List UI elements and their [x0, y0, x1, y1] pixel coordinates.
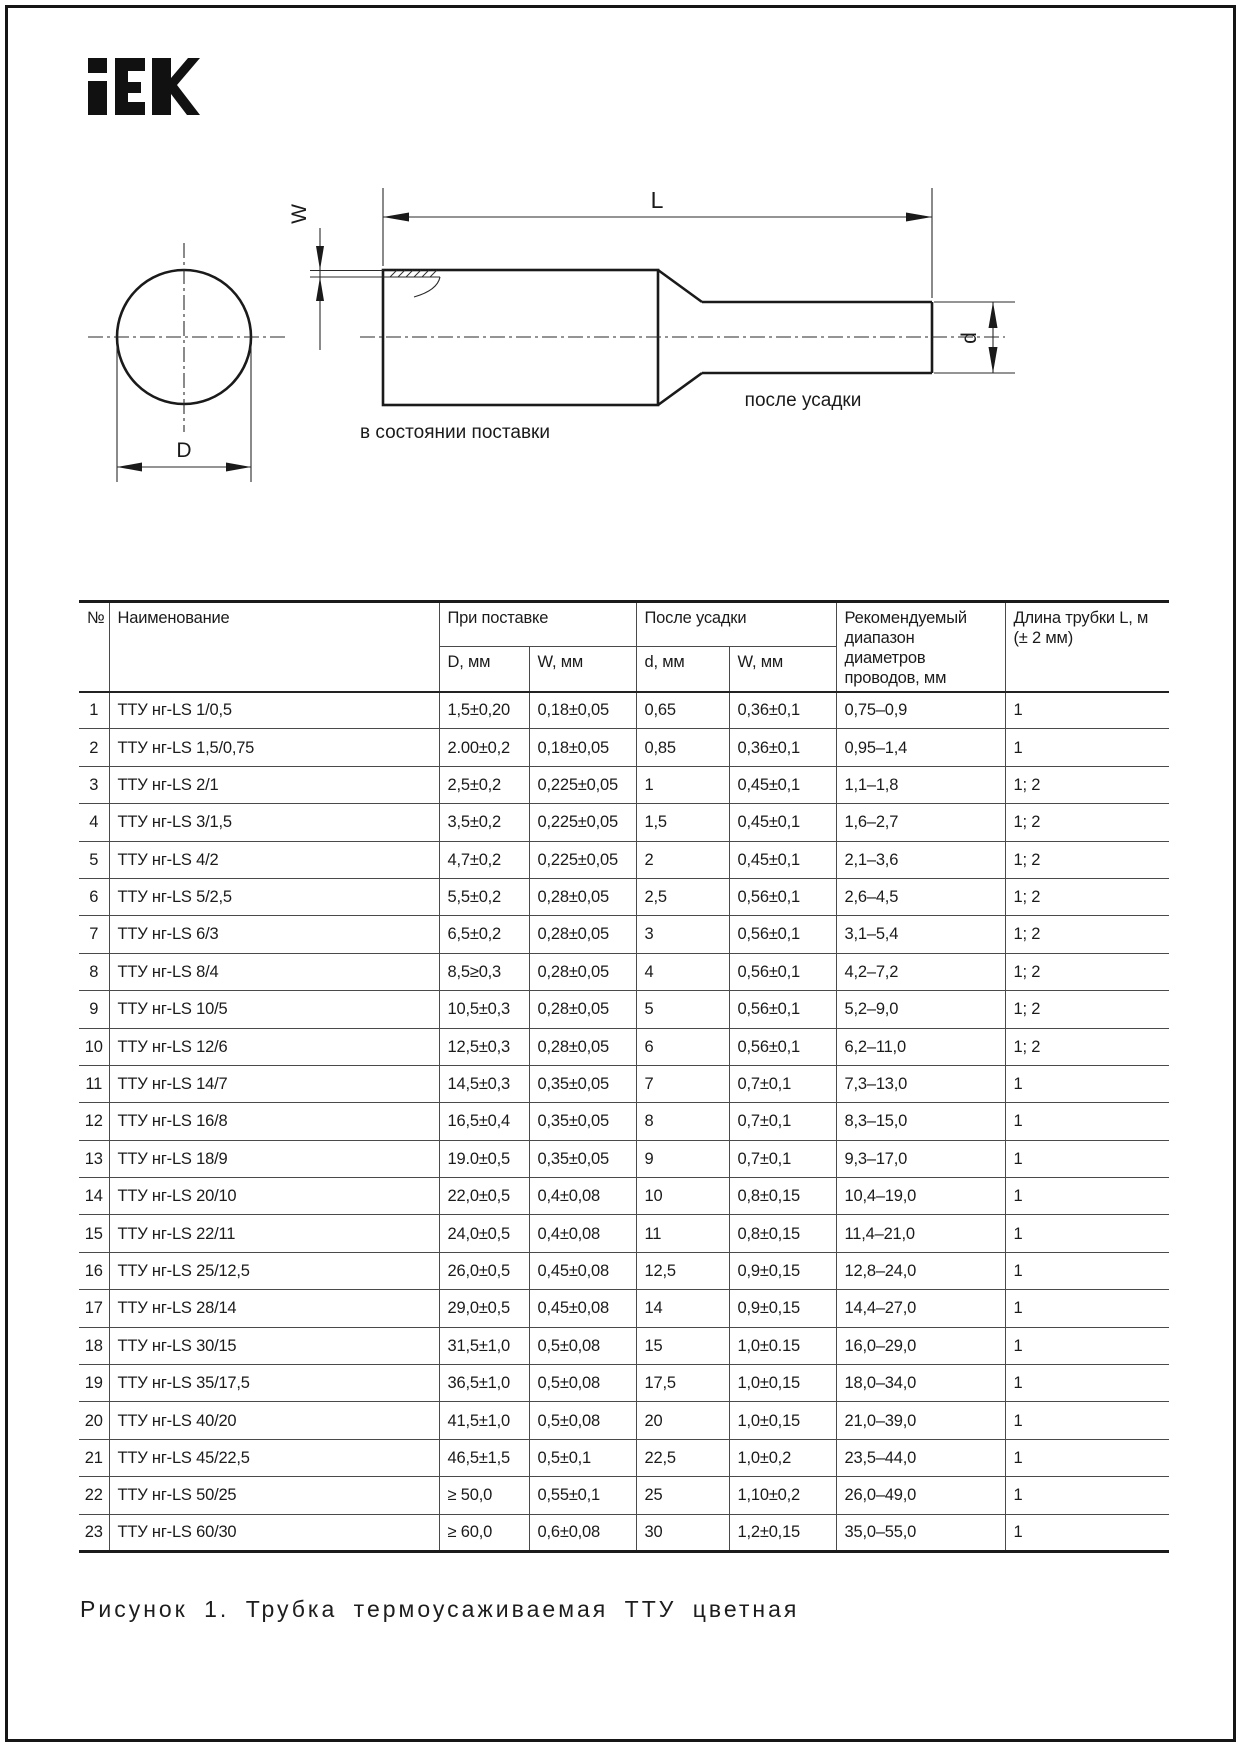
cell-d-supply: 26,0±0,5 [439, 1252, 529, 1289]
cell-w-after: 0,45±0,1 [729, 766, 836, 803]
cell-length: 1; 2 [1005, 841, 1169, 878]
cell-name: ТТУ нг-LS 6/3 [109, 916, 439, 953]
cell-name: ТТУ нг-LS 5/2,5 [109, 878, 439, 915]
cell-name: ТТУ нг-LS 1/0,5 [109, 692, 439, 729]
cell-range: 2,6–4,5 [836, 878, 1005, 915]
cell-w-after: 0,36±0,1 [729, 692, 836, 729]
cell-d-after: 6 [636, 1028, 729, 1065]
cell-d-after: 7 [636, 1065, 729, 1102]
table-row [79, 1178, 1169, 1215]
cell-d-after: 25 [636, 1477, 729, 1514]
cell-num: 15 [79, 1215, 109, 1252]
table-row [79, 1065, 1169, 1102]
col-header-w-after: W, мм [729, 647, 836, 692]
cell-name: ТТУ нг-LS 35/17,5 [109, 1365, 439, 1402]
cell-length: 1 [1005, 1215, 1169, 1252]
cell-w-after: 0,45±0,1 [729, 804, 836, 841]
cell-length: 1 [1005, 1439, 1169, 1476]
cell-d-supply: 1,5±0,20 [439, 692, 529, 729]
cell-range: 2,1–3,6 [836, 841, 1005, 878]
table-row [79, 729, 1169, 766]
cell-w-after: 0,7±0,1 [729, 1103, 836, 1140]
cell-num: 19 [79, 1365, 109, 1402]
cell-d-supply: ≥ 60,0 [439, 1514, 529, 1551]
table-row [79, 1477, 1169, 1514]
cell-name: ТТУ нг-LS 25/12,5 [109, 1252, 439, 1289]
cell-range: 18,0–34,0 [836, 1365, 1005, 1402]
cell-d-after: 3 [636, 916, 729, 953]
cell-w-after: 1,0±0.15 [729, 1327, 836, 1364]
cell-name: ТТУ нг-LS 3/1,5 [109, 804, 439, 841]
tube-dimension-diagram [60, 140, 1020, 500]
cell-length: 1; 2 [1005, 1028, 1169, 1065]
cell-num: 21 [79, 1439, 109, 1476]
cell-length: 1 [1005, 1290, 1169, 1327]
cell-num: 4 [79, 804, 109, 841]
table-row [79, 692, 1169, 729]
cell-w-supply: 0,55±0,1 [529, 1477, 636, 1514]
cell-w-supply: 0,225±0,05 [529, 766, 636, 803]
cell-num: 16 [79, 1252, 109, 1289]
table-row [79, 953, 1169, 990]
cell-w-supply: 0,5±0,1 [529, 1439, 636, 1476]
cell-num: 20 [79, 1402, 109, 1439]
cell-d-after: 5 [636, 991, 729, 1028]
cell-w-after: 0,45±0,1 [729, 841, 836, 878]
cell-w-supply: 0,35±0,05 [529, 1065, 636, 1102]
cell-d-supply: 6,5±0,2 [439, 916, 529, 953]
cell-w-after: 0,8±0,15 [729, 1215, 836, 1252]
cell-w-after: 1,0±0,15 [729, 1365, 836, 1402]
table-row [79, 991, 1169, 1028]
cell-length: 1 [1005, 729, 1169, 766]
cell-num: 17 [79, 1290, 109, 1327]
cell-length: 1 [1005, 1327, 1169, 1364]
cell-d-after: 8 [636, 1103, 729, 1140]
cell-num: 14 [79, 1178, 109, 1215]
cell-range: 4,2–7,2 [836, 953, 1005, 990]
cell-name: ТТУ нг-LS 16/8 [109, 1103, 439, 1140]
cell-d-supply: 31,5±1,0 [439, 1327, 529, 1364]
cell-d-supply: 8,5≥0,3 [439, 953, 529, 990]
cell-length: 1 [1005, 1178, 1169, 1215]
table-row [79, 1252, 1169, 1289]
table-row [79, 766, 1169, 803]
cell-name: ТТУ нг-LS 40/20 [109, 1402, 439, 1439]
cell-name: ТТУ нг-LS 28/14 [109, 1290, 439, 1327]
cell-w-supply: 0,35±0,05 [529, 1140, 636, 1177]
cell-name: ТТУ нг-LS 2/1 [109, 766, 439, 803]
cell-w-after: 1,10±0,2 [729, 1477, 836, 1514]
cell-d-after: 2 [636, 841, 729, 878]
cell-w-supply: 0,28±0,05 [529, 953, 636, 990]
cell-length: 1 [1005, 1103, 1169, 1140]
cell-num: 22 [79, 1477, 109, 1514]
cell-range: 26,0–49,0 [836, 1477, 1005, 1514]
cell-d-supply: 19.0±0,5 [439, 1140, 529, 1177]
col-header-w-supply: W, мм [529, 647, 636, 692]
cell-range: 5,2–9,0 [836, 991, 1005, 1028]
cell-w-after: 1,0±0,2 [729, 1439, 836, 1476]
dim-label-D: D [176, 439, 192, 462]
supply-state-label: в состоянии поставки [360, 422, 550, 443]
cell-d-after: 11 [636, 1215, 729, 1252]
cell-name: ТТУ нг-LS 30/15 [109, 1327, 439, 1364]
cell-d-supply: 12,5±0,3 [439, 1028, 529, 1065]
cell-d-supply: 14,5±0,3 [439, 1065, 529, 1102]
cell-d-supply: 16,5±0,4 [439, 1103, 529, 1140]
cell-name: ТТУ нг-LS 20/10 [109, 1178, 439, 1215]
cell-num: 8 [79, 953, 109, 990]
iek-logo-glyphs [88, 58, 200, 115]
cell-name: ТТУ нг-LS 8/4 [109, 953, 439, 990]
table-row [79, 1439, 1169, 1476]
cell-d-after: 4 [636, 953, 729, 990]
cell-w-after: 0,56±0,1 [729, 878, 836, 915]
cell-w-after: 0,7±0,1 [729, 1140, 836, 1177]
cell-w-supply: 0,18±0,05 [529, 692, 636, 729]
table-row [79, 1028, 1169, 1065]
header-row-groups [79, 602, 1169, 647]
figure-caption: Рисунок 1. Трубка термоусаживаемая ТТУ цветная [80, 1596, 800, 1622]
col-header-range: Рекомендуемый диапазон диаметров проводов, мм [836, 602, 1005, 692]
cell-name: ТТУ нг-LS 4/2 [109, 841, 439, 878]
cell-range: 35,0–55,0 [836, 1514, 1005, 1551]
cell-range: 1,1–1,8 [836, 766, 1005, 803]
cell-range: 16,0–29,0 [836, 1327, 1005, 1364]
cell-d-after: 1 [636, 766, 729, 803]
table-row [79, 1514, 1169, 1551]
cell-w-supply: 0,45±0,08 [529, 1252, 636, 1289]
cell-range: 6,2–11,0 [836, 1028, 1005, 1065]
cell-w-supply: 0,4±0,08 [529, 1178, 636, 1215]
col-header-d-supply: D, мм [439, 647, 529, 692]
cell-w-supply: 0,45±0,08 [529, 1290, 636, 1327]
cell-name: ТТУ нг-LS 1,5/0,75 [109, 729, 439, 766]
cell-length: 1 [1005, 1477, 1169, 1514]
table-row [79, 1365, 1169, 1402]
table-row [79, 878, 1169, 915]
cell-d-supply: 41,5±1,0 [439, 1402, 529, 1439]
cell-w-supply: 0,4±0,08 [529, 1215, 636, 1252]
cell-w-supply: 0,225±0,05 [529, 841, 636, 878]
cell-num: 9 [79, 991, 109, 1028]
cell-num: 11 [79, 1065, 109, 1102]
cell-d-supply: 36,5±1,0 [439, 1365, 529, 1402]
cell-w-supply: 0,28±0,05 [529, 916, 636, 953]
cell-w-after: 0,56±0,1 [729, 953, 836, 990]
cell-num: 7 [79, 916, 109, 953]
cell-range: 11,4–21,0 [836, 1215, 1005, 1252]
cell-d-supply: 2,5±0,2 [439, 766, 529, 803]
cell-d-supply: 46,5±1,5 [439, 1439, 529, 1476]
cell-w-after: 0,56±0,1 [729, 991, 836, 1028]
cell-w-after: 0,36±0,1 [729, 729, 836, 766]
cell-num: 18 [79, 1327, 109, 1364]
cell-name: ТТУ нг-LS 60/30 [109, 1514, 439, 1551]
table-body [79, 692, 1169, 1552]
cell-range: 1,6–2,7 [836, 804, 1005, 841]
cell-w-supply: 0,225±0,05 [529, 804, 636, 841]
col-header-d-after: d, мм [636, 647, 729, 692]
cell-d-supply: 22,0±0,5 [439, 1178, 529, 1215]
iek-logo [88, 58, 200, 115]
cell-d-after: 15 [636, 1327, 729, 1364]
cell-w-supply: 0,6±0,08 [529, 1514, 636, 1551]
cell-d-after: 12,5 [636, 1252, 729, 1289]
cell-num: 6 [79, 878, 109, 915]
table-row [79, 1327, 1169, 1364]
cell-d-after: 20 [636, 1402, 729, 1439]
col-group-after: После усадки [636, 602, 836, 647]
cell-d-after: 30 [636, 1514, 729, 1551]
after-shrink-label: после усадки [744, 390, 862, 411]
cell-length: 1 [1005, 1252, 1169, 1289]
cell-num: 5 [79, 841, 109, 878]
cell-w-supply: 0,5±0,08 [529, 1327, 636, 1364]
cell-length: 1; 2 [1005, 953, 1169, 990]
cell-d-supply: 2.00±0,2 [439, 729, 529, 766]
table-row [79, 1402, 1169, 1439]
cell-length: 1; 2 [1005, 878, 1169, 915]
cell-length: 1 [1005, 1514, 1169, 1551]
cell-d-supply: 24,0±0,5 [439, 1215, 529, 1252]
cell-num: 23 [79, 1514, 109, 1551]
table-row [79, 841, 1169, 878]
cell-w-after: 0,9±0,15 [729, 1290, 836, 1327]
dim-label-W: W [288, 204, 311, 224]
cell-w-supply: 0,5±0,08 [529, 1365, 636, 1402]
cell-length: 1 [1005, 692, 1169, 729]
cell-length: 1; 2 [1005, 916, 1169, 953]
cell-d-after: 0,65 [636, 692, 729, 729]
dimensions-table [79, 600, 1169, 1553]
cell-range: 9,3–17,0 [836, 1140, 1005, 1177]
cell-w-supply: 0,5±0,08 [529, 1402, 636, 1439]
cell-w-after: 0,56±0,1 [729, 916, 836, 953]
cell-d-supply: 10,5±0,3 [439, 991, 529, 1028]
cell-d-after: 0,85 [636, 729, 729, 766]
cell-w-supply: 0,28±0,05 [529, 1028, 636, 1065]
cell-length: 1 [1005, 1140, 1169, 1177]
cell-range: 14,4–27,0 [836, 1290, 1005, 1327]
cell-d-after: 2,5 [636, 878, 729, 915]
dim-label-d: d [958, 332, 981, 344]
cell-w-after: 1,2±0,15 [729, 1514, 836, 1551]
cell-range: 7,3–13,0 [836, 1065, 1005, 1102]
cell-d-supply: 3,5±0,2 [439, 804, 529, 841]
cell-range: 0,95–1,4 [836, 729, 1005, 766]
cell-d-after: 1,5 [636, 804, 729, 841]
table-row [79, 1140, 1169, 1177]
cell-length: 1 [1005, 1402, 1169, 1439]
cell-name: ТТУ нг-LS 12/6 [109, 1028, 439, 1065]
col-header-length: Длина трубки L, м (± 2 мм) [1005, 602, 1169, 692]
cell-range: 10,4–19,0 [836, 1178, 1005, 1215]
cell-d-supply: 4,7±0,2 [439, 841, 529, 878]
dim-label-L: L [650, 187, 664, 213]
cell-d-supply: 29,0±0,5 [439, 1290, 529, 1327]
cell-num: 10 [79, 1028, 109, 1065]
cell-d-supply: 5,5±0,2 [439, 878, 529, 915]
cell-range: 0,75–0,9 [836, 692, 1005, 729]
cell-length: 1; 2 [1005, 991, 1169, 1028]
col-header-name: Наименование [109, 602, 439, 692]
cell-w-after: 0,8±0,15 [729, 1178, 836, 1215]
cell-name: ТТУ нг-LS 45/22,5 [109, 1439, 439, 1476]
col-header-num: № [79, 602, 109, 692]
cell-length: 1; 2 [1005, 766, 1169, 803]
cell-name: ТТУ нг-LS 22/11 [109, 1215, 439, 1252]
cell-length: 1 [1005, 1065, 1169, 1102]
cell-name: ТТУ нг-LS 18/9 [109, 1140, 439, 1177]
table-row [79, 1290, 1169, 1327]
cell-w-supply: 0,18±0,05 [529, 729, 636, 766]
cell-num: 13 [79, 1140, 109, 1177]
cell-length: 1 [1005, 1365, 1169, 1402]
cell-w-supply: 0,28±0,05 [529, 991, 636, 1028]
cell-w-after: 1,0±0,15 [729, 1402, 836, 1439]
cell-range: 12,8–24,0 [836, 1252, 1005, 1289]
cell-range: 8,3–15,0 [836, 1103, 1005, 1140]
table-row [79, 1103, 1169, 1140]
cell-w-supply: 0,28±0,05 [529, 878, 636, 915]
cell-num: 1 [79, 692, 109, 729]
table-row [79, 916, 1169, 953]
cell-num: 2 [79, 729, 109, 766]
cell-name: ТТУ нг-LS 10/5 [109, 991, 439, 1028]
table-row [79, 804, 1169, 841]
cell-d-after: 10 [636, 1178, 729, 1215]
col-group-supply: При поставке [439, 602, 636, 647]
cell-length: 1; 2 [1005, 804, 1169, 841]
cell-w-after: 0,9±0,15 [729, 1252, 836, 1289]
cell-num: 12 [79, 1103, 109, 1140]
cell-range: 23,5–44,0 [836, 1439, 1005, 1476]
cell-d-after: 9 [636, 1140, 729, 1177]
cell-num: 3 [79, 766, 109, 803]
cell-range: 3,1–5,4 [836, 916, 1005, 953]
cell-d-supply: ≥ 50,0 [439, 1477, 529, 1514]
cell-d-after: 17,5 [636, 1365, 729, 1402]
cell-range: 21,0–39,0 [836, 1402, 1005, 1439]
cell-d-after: 22,5 [636, 1439, 729, 1476]
cell-w-supply: 0,35±0,05 [529, 1103, 636, 1140]
cell-w-after: 0,7±0,1 [729, 1065, 836, 1102]
table-row [79, 1215, 1169, 1252]
cell-d-after: 14 [636, 1290, 729, 1327]
cell-w-after: 0,56±0,1 [729, 1028, 836, 1065]
cell-name: ТТУ нг-LS 50/25 [109, 1477, 439, 1514]
cell-name: ТТУ нг-LS 14/7 [109, 1065, 439, 1102]
